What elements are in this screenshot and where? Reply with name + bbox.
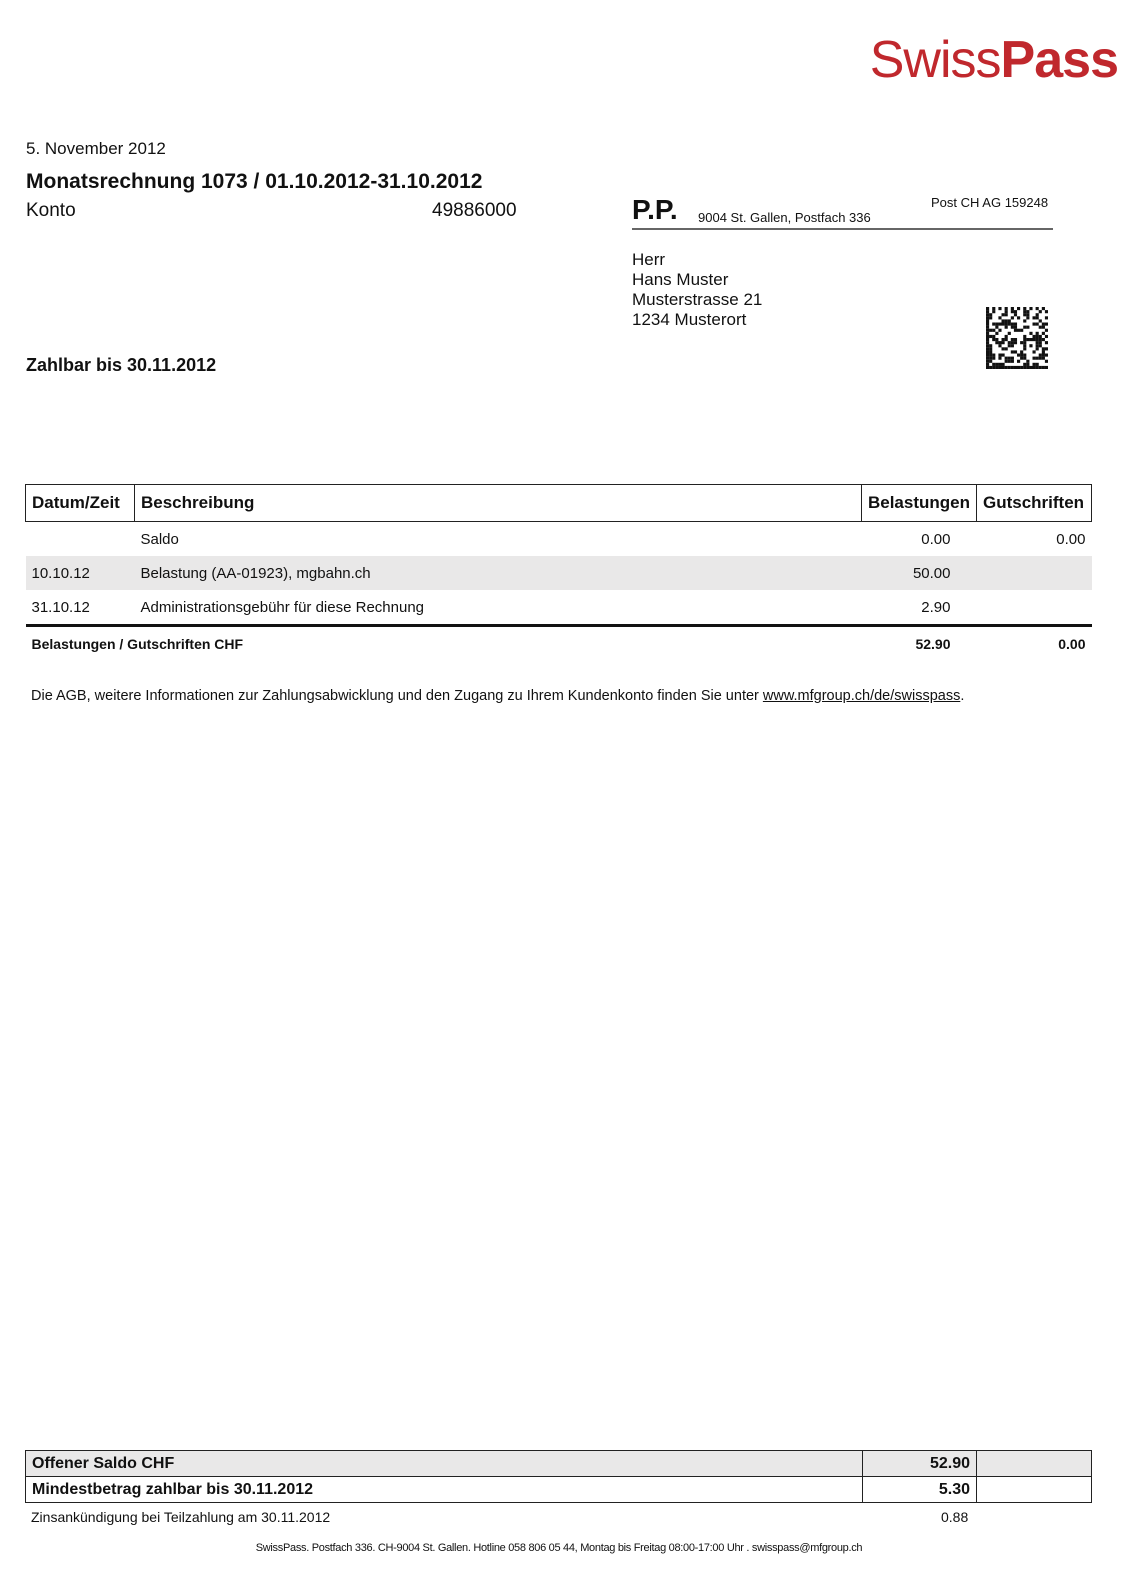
row-date: 10.10.12 [26,556,135,590]
col-header-debit: Belastungen [861,485,976,522]
minimum-empty-cell [977,1477,1092,1503]
logo-text-pass: Pass [1000,31,1118,89]
col-header-date: Datum/Zeit [26,485,135,522]
row-description: Administrationsgebühr für diese Rechnung [140,598,424,616]
row-date [26,522,135,557]
minimum-value: 5.30 [863,1477,977,1503]
post-id: Post CH AG 159248 [931,195,1049,210]
interest-notice-label: Zinsankündigung bei Teilzahlung am 30.11.2012 [31,1509,331,1525]
info-text-end: . [960,688,965,704]
summary-row-minimum [26,1477,1092,1503]
row-debit: 2.90 [921,598,951,616]
row-credit [977,556,1092,590]
summary-table [25,1450,1092,1503]
table-header-row [26,485,1092,522]
transactions-table [25,484,1092,661]
table-row [26,590,1092,626]
invoice-title: Monatsrechnung 1073 / 01.10.2012-31.10.2012 [26,170,483,193]
interest-notice-value: 0.88 [941,1509,969,1525]
row-credit: 0.00 [1056,530,1086,548]
pp-mark: P.P. [632,194,678,225]
total-credit: 0.00 [977,626,1092,662]
table-row [26,522,1092,557]
invoice-date: 5. November 2012 [26,139,166,158]
recipient-city: 1234 Musterort [632,310,747,329]
logo-text-swiss: Swiss [869,31,1001,89]
konto-label: Konto [26,200,76,221]
row-debit: 50.00 [861,556,976,590]
row-credit [977,590,1092,626]
pp-address: 9004 St. Gallen, Postfach 336 [698,210,871,225]
summary-row-saldo [26,1451,1092,1477]
recipient-salutation: Herr [632,250,666,269]
konto-value: 49886000 [432,200,517,221]
col-header-credit: Gutschriften [977,485,1092,522]
recipient-street: Musterstrasse 21 [632,290,763,309]
row-date: 31.10.12 [31,598,90,616]
row-description: Belastung (AA-01923), mgbahn.ch [135,556,862,590]
pp-divider [632,228,1053,230]
datamatrix-code-icon [986,307,1048,369]
info-text-body: Die AGB, weitere Informationen zur Zahlungsabwicklung und den Zugang zu Ihrem Kundenkonto finden Sie unter [31,688,763,704]
table-total-row [26,626,1092,662]
saldo-empty-cell [977,1451,1092,1477]
col-header-description: Beschreibung [135,485,862,522]
swisspass-logo [869,31,1118,89]
saldo-value: 52.90 [863,1451,977,1477]
info-text [31,688,964,704]
due-date: Zahlbar bis 30.11.2012 [26,355,217,375]
total-label: Belastungen / Gutschriften CHF [26,626,862,662]
row-description: Saldo [140,530,179,548]
minimum-label: Mindestbetrag zahlbar bis 30.11.2012 [26,1477,863,1503]
row-debit: 0.00 [921,530,951,548]
recipient-name: Hans Muster [632,270,729,289]
footer-contact: SwissPass. Postfach 336. CH-9004 St. Gallen. Hotline 058 806 05 44, Montag bis Freitag 08:00-17:00 Uhr . swisspass@mfgroup.ch [255,1542,863,1554]
saldo-label: Offener Saldo CHF [26,1451,863,1477]
swisspass-info-link[interactable]: www.mfgroup.ch/de/swisspass [762,688,961,704]
recipient-address [632,250,762,330]
total-debit: 52.90 [861,626,976,662]
table-row [26,556,1092,590]
